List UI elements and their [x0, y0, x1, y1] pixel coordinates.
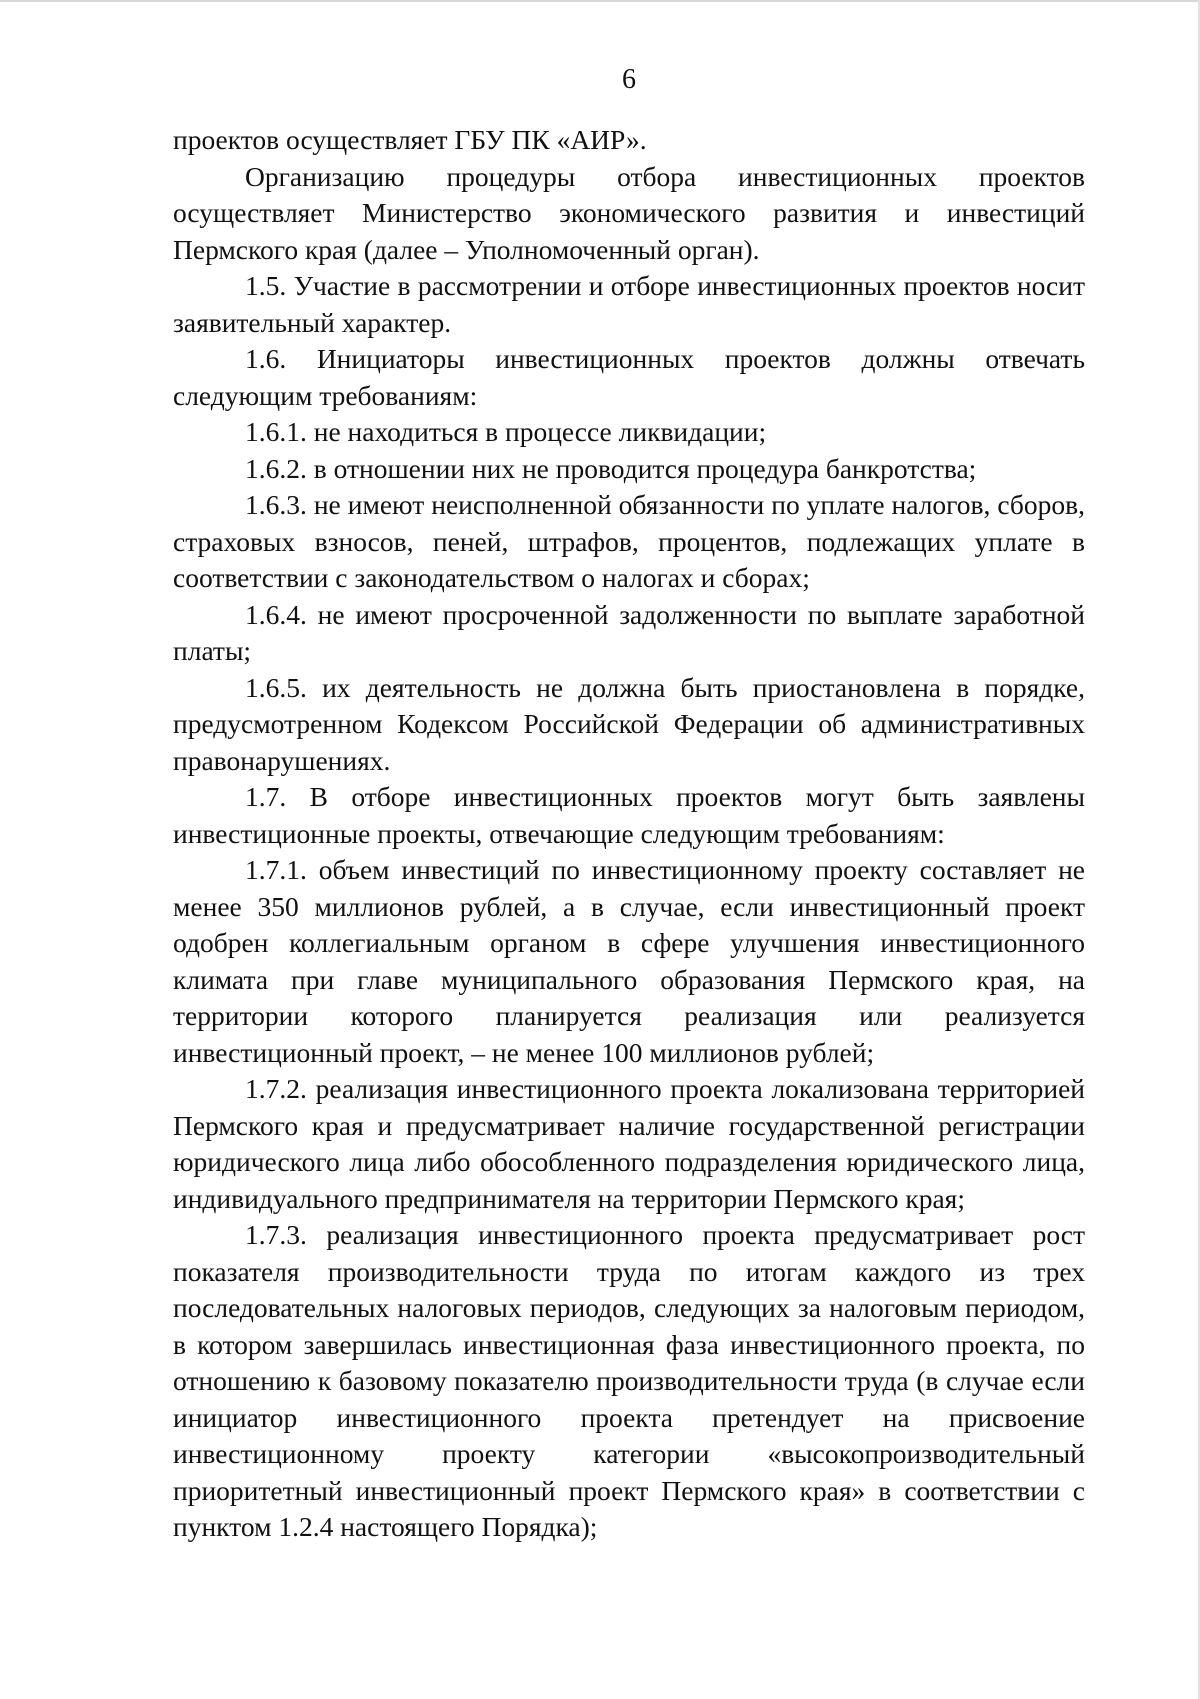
paragraph-1-7-1: 1.7.1. объем инвестиций по инвестиционному проекту составляет не менее 350 миллионов рублей, а в случае, если инвестиционный проект одобрен коллегиальным органом в сфере улучшения инвестиционного климата при главе муниципального образования Пермского края, на территории которого планируется реализация или реализуется инвестиционный проект, – не менее 100 миллионов рублей;	[173, 854, 1085, 1068]
paragraph-1-6-2: 1.6.2. в отношении них не проводится процедура банкротства;	[245, 452, 977, 484]
paragraph-1-7-3: 1.7.3. реализация инвестиционного проекта предусматривает рост показателя производительности труда по итогам каждого из трех последовательных налоговых периодов, следующих за налоговым периодом, в котором завершилась инвестиционная фаза инвестиционного проекта, по отношению к базовому показателю производительности труда (в случае если инициатор инвестиционного проекта претендует на присвоение инвестиционному проекту категории «высокопроизводительный приоритетный инвестиционный проект Пермского края» в соответствии с пунктом 1.2.4 настоящего Порядка);	[173, 1219, 1085, 1542]
paragraph-1-7: 1.7. В отборе инвестиционных проектов могут быть заявлены инвестиционные проекты, отвечающие следующим требованиям:	[173, 781, 1085, 849]
paragraph-1-6: 1.6. Инициаторы инвестиционных проектов должны отвечать следующим требованиям:	[173, 343, 1085, 411]
paragraph-1-5: 1.5. Участие в рассмотрении и отборе инвестиционных проектов носит заявительный характер.	[173, 270, 1085, 338]
paragraph-1-6-3: 1.6.3. не имеют неисполненной обязанности по уплате налогов, сборов, страховых взносов, пеней, штрафов, процентов, подлежащих уплате в соответствии с законодательством о налогах и сборах;	[173, 489, 1085, 593]
paragraph-continuation: проектов осуществляет ГБУ ПК «АИР».	[173, 124, 647, 155]
document-body	[173, 122, 1085, 1546]
paragraph-1-7-2: 1.7.2. реализация инвестиционного проекта локализована территорией Пермского края и предусматривает наличие государственной регистрации юридического лица либо обособленного подразделения юридического лица, индивидуального предпринимателя на территории Пермского края;	[173, 1073, 1085, 1214]
paragraph-1-6-4: 1.6.4. не имеют просроченной задолженности по выплате заработной платы;	[173, 598, 1085, 666]
paragraph-organization: Организацию процедуры отбора инвестиционных проектов осуществляет Министерство экономического развития и инвестиций Пермского края (далее – Уполномоченный орган).	[173, 160, 1085, 265]
paragraph-1-6-1: 1.6.1. не находиться в процессе ликвидации;	[245, 416, 767, 447]
paragraph-1-6-5: 1.6.5. их деятельность не должна быть приостановлена в порядке, предусмотренном Кодексом Российской Федерации об административных правонарушениях.	[173, 671, 1085, 776]
page-edge-top	[0, 0, 1200, 2]
page-number: 6	[622, 64, 636, 95]
